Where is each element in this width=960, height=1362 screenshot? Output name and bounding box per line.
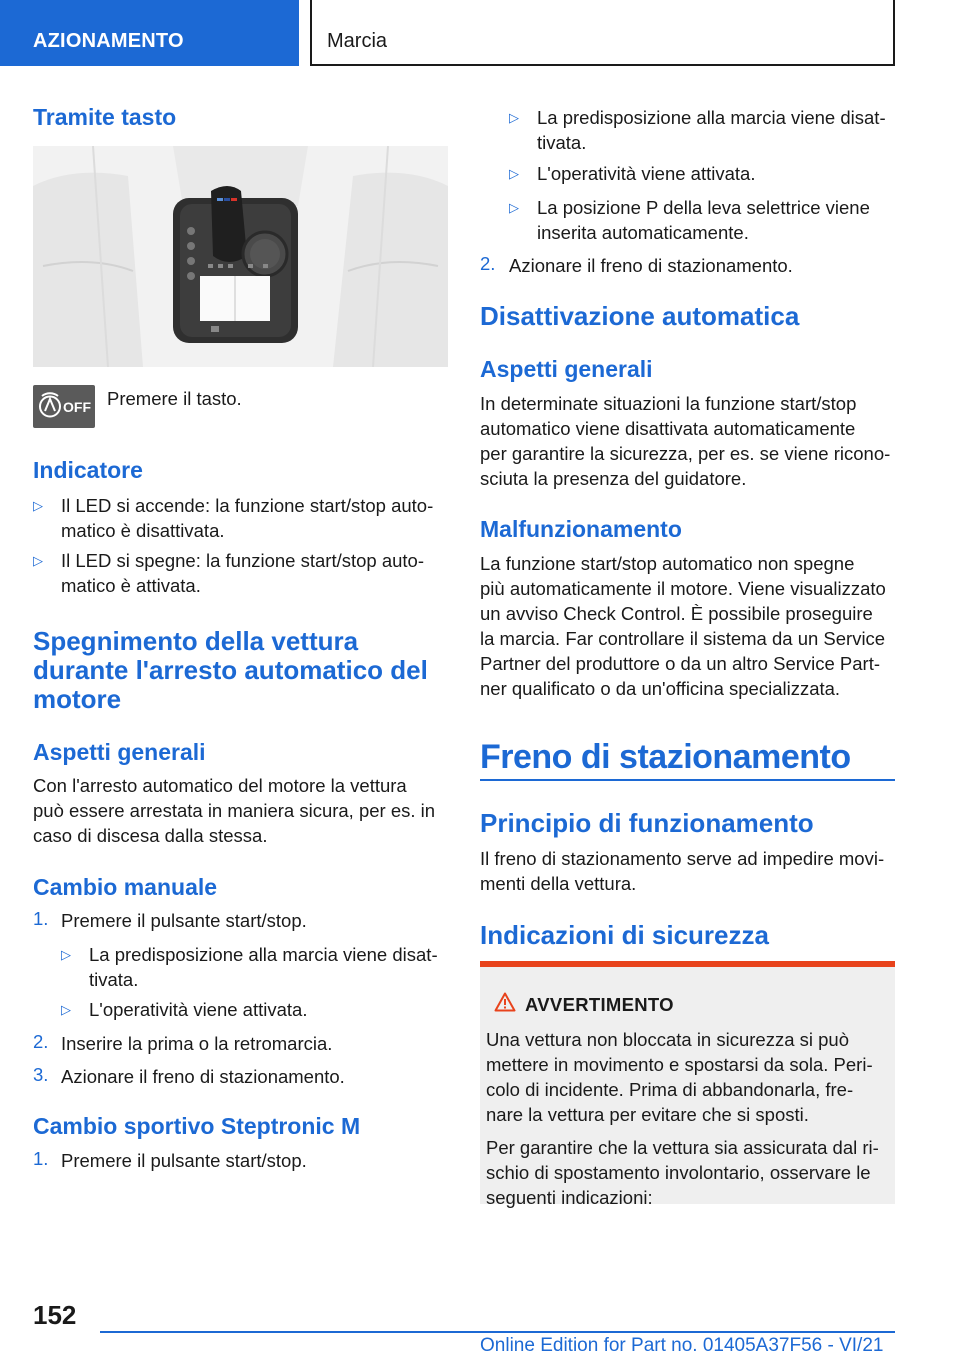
sportivo-step-1a-line-2: tivata.: [537, 132, 587, 153]
start-stop-off-icon: [33, 385, 95, 428]
step-number: 3.: [33, 1064, 49, 1085]
step-number: 2.: [480, 253, 496, 274]
heading-cambio-sportivo: Cambio sportivo Steptronic M: [33, 1113, 361, 1139]
heading-cambio-manuale: Cambio manuale: [33, 874, 218, 900]
chapter-title: Marcia: [327, 30, 388, 52]
manuale-step-1a-line-1: La predisposizione alla marcia viene disat‐: [89, 944, 438, 965]
sportivo-step-1c-line-1: La posizione P della leva selettrice viene: [537, 197, 870, 218]
manuale-step-1: Premere il pulsante start/stop.: [61, 910, 307, 931]
warning-line-2: mettere in movimento e spostarsi da sola. Peri‐: [486, 1054, 873, 1075]
manuale-step-2: Inserire la prima o la retromarcia.: [61, 1033, 333, 1054]
manuale-step-1b: L'operatività viene attivata.: [89, 999, 308, 1020]
aspetti-text-line-3: caso di discesa dalla stessa.: [33, 825, 268, 846]
malfunzionamento-line-4: la marcia. Far controllare il sistema da un Service: [480, 628, 886, 649]
aspetti-text-line-1: Con l'arresto automatico del motore la vettura: [33, 775, 407, 796]
manuale-step-1a-line-2: tivata.: [89, 969, 139, 990]
warning-line-6: schio di spostamento involontario, osservare le: [486, 1162, 871, 1183]
bullet-icon: ▷: [509, 166, 519, 181]
sportivo-step-1: Premere il pulsante start/stop.: [61, 1150, 307, 1171]
sportivo-step-1c-line-2: inserita automaticamente.: [537, 222, 749, 243]
step-number: 1.: [33, 1148, 49, 1169]
bullet-icon: ▷: [61, 1002, 71, 1017]
indicatore-item-1-line-2: matico è disattivata.: [61, 520, 225, 541]
chapter-header: [310, 0, 895, 66]
heading-disattivazione-automatica: Disattivazione automatica: [480, 301, 800, 331]
footer-edition: Online Edition for Part no. 01405A37F56 - VI/21: [480, 1335, 884, 1356]
aspetti-2-line-4: sciuta la presenza del guidatore.: [480, 468, 747, 489]
warning-title: AVVERTIMENTO: [525, 994, 674, 1015]
heading-freno-di-stazionamento: Freno di stazionamento: [480, 738, 851, 776]
aspetti-2-line-2: automatico viene disattivata automaticamente: [480, 418, 856, 439]
heading-indicatore: Indicatore: [33, 457, 143, 483]
principio-line-2: menti della vettura.: [480, 873, 637, 894]
bullet-icon: ▷: [61, 947, 71, 962]
aspetti-2-line-1: In determinate situazioni la funzione start/stop: [480, 393, 857, 414]
svg-text:OFF: OFF: [63, 399, 91, 415]
aspetti-text-line-2: può essere arrestata in maniera sicura, per es. in: [33, 800, 436, 821]
heading-spegnimento-line-1: Spegnimento della vettura: [33, 626, 359, 656]
heading-indicazioni-sicurezza: Indicazioni di sicurezza: [480, 920, 769, 950]
heading-tramite-tasto: Tramite tasto: [33, 104, 177, 130]
step-number: 2.: [33, 1031, 49, 1052]
warning-line-7: seguenti indicazioni:: [486, 1187, 653, 1208]
warning-line-1: Una vettura non bloccata in sicurezza si può: [486, 1029, 850, 1050]
indicatore-item-2-line-2: matico è attivata.: [61, 575, 201, 596]
malfunzionamento-line-5: Partner del produttore o da un altro Service Part‐: [480, 653, 881, 674]
section-title: AZIONAMENTO: [33, 30, 184, 52]
bullet-icon: ▷: [33, 498, 43, 513]
indicatore-item-2-line-1: Il LED si spegne: la funzione start/stop auto‐: [61, 550, 425, 571]
malfunzionamento-line-2: più automaticamente il motore. Viene visualizzato: [480, 578, 886, 599]
manuale-step-3: Azionare il freno di stazionamento.: [61, 1066, 345, 1087]
heading-spegnimento-line-2: durante l'arresto automatico del: [33, 655, 428, 685]
section-rule: [480, 779, 895, 781]
bullet-icon: ▷: [509, 110, 519, 125]
warning-line-4: nare la vettura per evitare che si sposti.: [486, 1104, 809, 1125]
warning-line-5: Per garantire che la vettura sia assicurata dal ri‐: [486, 1137, 879, 1158]
malfunzionamento-line-3: un avviso Check Control. È possibile proseguire: [480, 603, 873, 624]
section-tab: [0, 0, 299, 66]
page-number: 152: [33, 1300, 77, 1330]
principio-line-1: Il freno di stazionamento serve ad impedire movi‐: [480, 848, 885, 869]
footer-rule: [100, 1331, 895, 1333]
warning-box: [480, 961, 895, 1208]
center-console-photo: [33, 146, 448, 367]
malfunzionamento-line-1: La funzione start/stop automatico non spegne: [480, 553, 855, 574]
step-number: 1.: [33, 908, 49, 929]
bullet-icon: ▷: [33, 553, 43, 568]
sportivo-step-1a-line-1: La predisposizione alla marcia viene disat‐: [537, 107, 886, 128]
sportivo-step-1b: L'operatività viene attivata.: [537, 163, 756, 184]
heading-spegnimento-line-3: motore: [33, 684, 122, 714]
warning-line-3: colo di incidente. Prima di abbandonarla, fre‐: [486, 1079, 854, 1100]
aspetti-2-line-3: per garantire la sicurezza, per es. se viene ricono‐: [480, 443, 891, 464]
indicatore-item-1-line-1: Il LED si accende: la funzione start/stop auto‐: [61, 495, 434, 516]
heading-malfunzionamento: Malfunzionamento: [480, 516, 682, 542]
premere-il-tasto: Premere il tasto.: [107, 388, 242, 409]
malfunzionamento-line-6: ner qualificato o da un'officina specializzata.: [480, 678, 841, 699]
warning-triangle-icon: [494, 992, 516, 1017]
heading-principio: Principio di funzionamento: [480, 808, 814, 838]
bullet-icon: ▷: [509, 200, 519, 215]
sportivo-step-2: Azionare il freno di stazionamento.: [509, 255, 793, 276]
heading-aspetti-generali: Aspetti generali: [33, 739, 206, 765]
heading-aspetti-generali-2: Aspetti generali: [480, 356, 653, 382]
